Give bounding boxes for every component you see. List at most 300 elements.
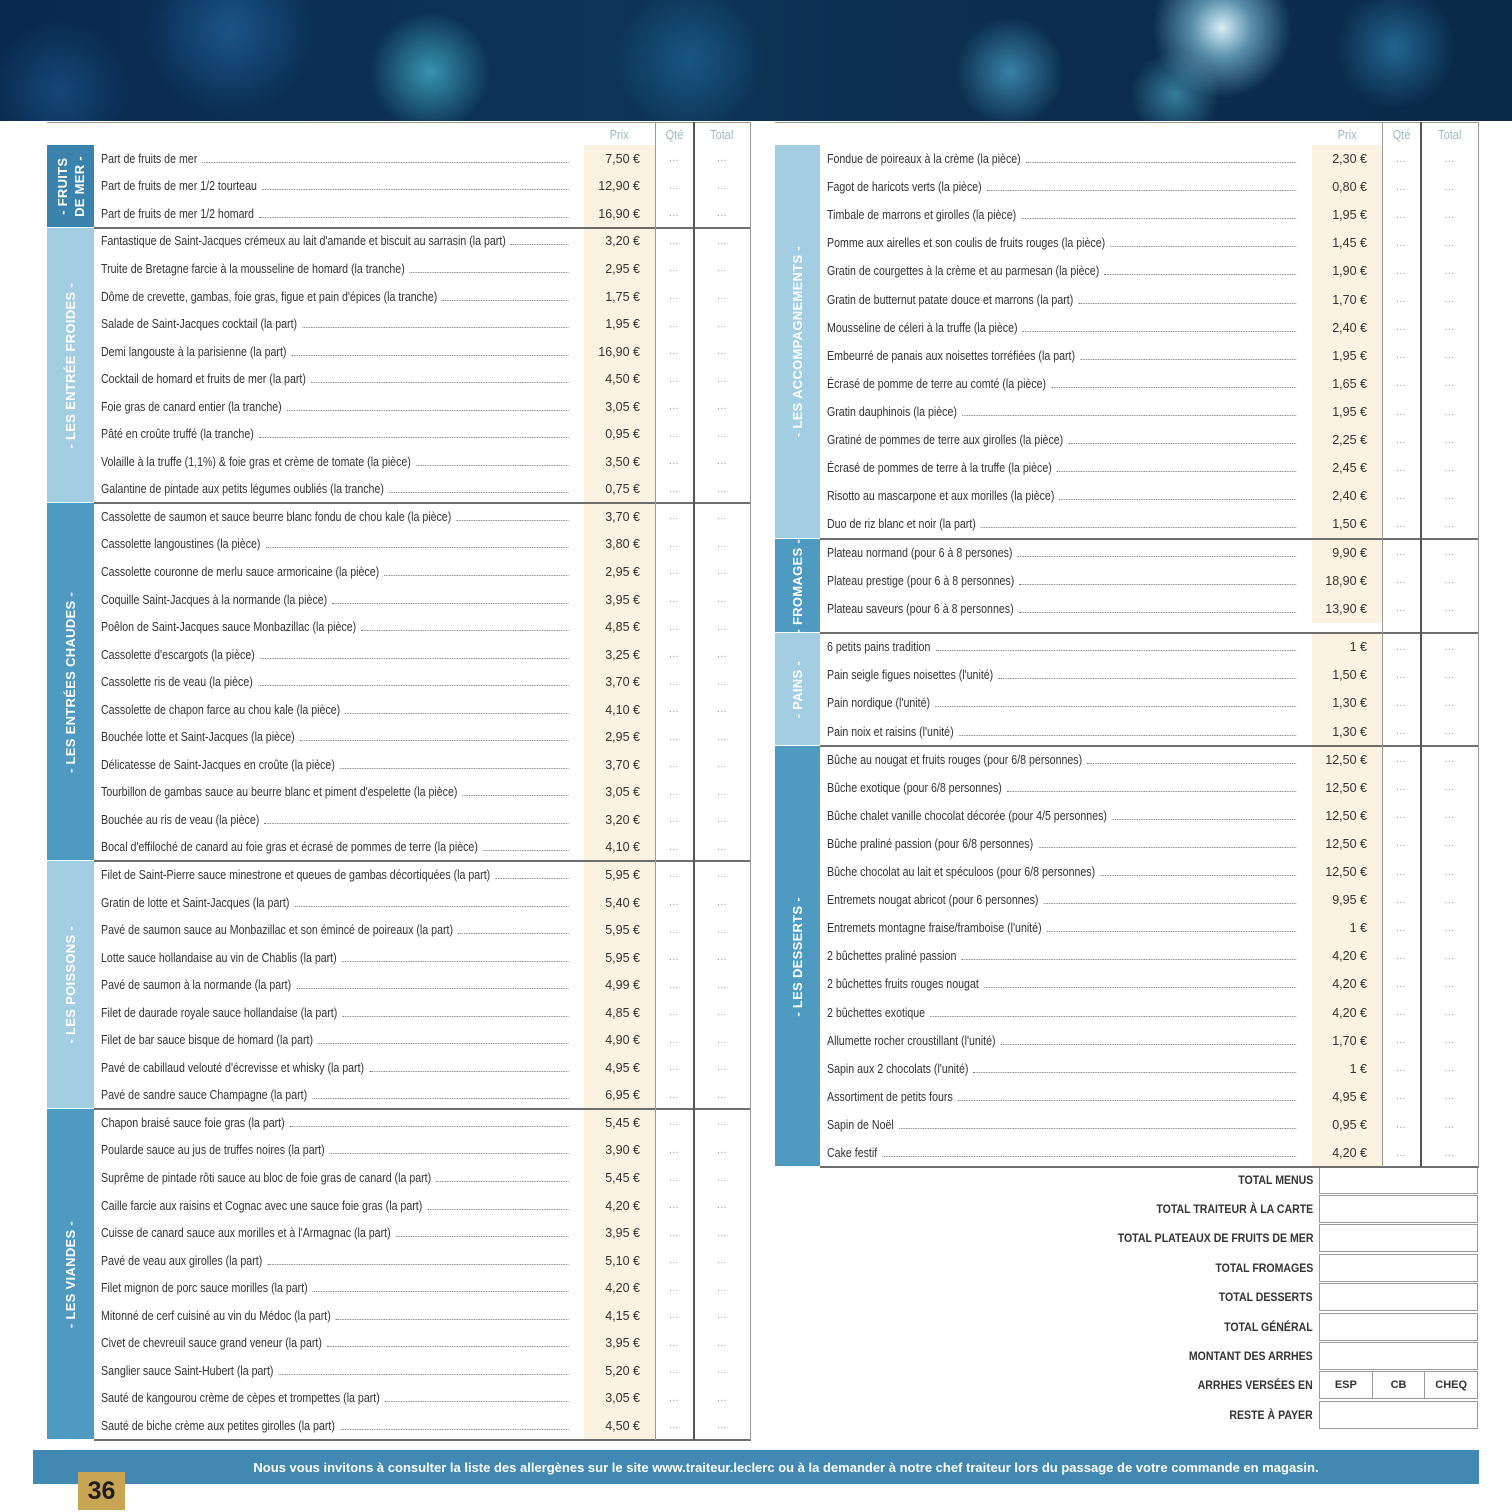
total-amount-box <box>1319 1166 1478 1194</box>
total-cell: ... <box>1444 350 1455 362</box>
item-price: 5,20 € <box>584 1357 655 1385</box>
total-label-cell <box>775 1290 1313 1304</box>
total-cell: ... <box>717 538 727 550</box>
item-cell <box>820 633 1312 661</box>
total-cell: ... <box>1444 603 1455 615</box>
section-rows <box>94 503 751 861</box>
item-cell <box>94 173 584 201</box>
table-row <box>820 286 1479 314</box>
item-name: Bûche exotique (pour 6/8 personnes) <box>827 780 1002 795</box>
item-line <box>101 317 570 331</box>
quantity-cell: ... <box>1396 350 1406 362</box>
item-name: Bocal d'effiloché de canard au foie gras et écrasé de pommes de terre (la pièce) <box>101 840 478 855</box>
item-price: 4,20 € <box>584 1192 655 1220</box>
totals-summary <box>775 1165 1479 1430</box>
quantity-cell: ... <box>669 456 679 468</box>
table-row <box>820 342 1479 370</box>
item-line <box>827 602 1298 616</box>
dot-leader <box>984 987 1296 988</box>
dot-leader <box>1080 359 1296 360</box>
section-label: - FROMAGES - <box>790 538 805 634</box>
quantity-cell: ... <box>1396 181 1406 193</box>
header-qty-label: Qté <box>665 126 683 142</box>
quantity-cell: ... <box>669 814 679 826</box>
item-cell <box>820 970 1312 998</box>
section-rows <box>94 861 751 1109</box>
dot-leader <box>345 713 568 714</box>
dot-leader <box>416 465 568 466</box>
item-line <box>827 574 1298 588</box>
item-price: 1,70 € <box>1312 286 1382 314</box>
item-name: Galantine de pintade aux petits légumes oubliés (la tranche) <box>101 482 384 497</box>
total-cell: ... <box>717 1365 727 1377</box>
item-name: Cassolette de saumon et sauce beurre blanc fondu de chou kale (la pièce) <box>101 509 452 524</box>
item-price: 4,20 € <box>1312 942 1382 970</box>
table-row <box>820 661 1479 689</box>
item-price: 3,05 € <box>584 393 655 421</box>
dot-leader <box>340 1429 568 1430</box>
column-divider <box>1420 122 1422 1167</box>
item-price: 4,20 € <box>584 1274 655 1302</box>
table-row <box>820 1027 1479 1055</box>
item-cell <box>94 641 584 669</box>
item-price: 5,40 € <box>584 889 655 917</box>
item-cell <box>820 567 1312 595</box>
item-cell <box>94 420 584 448</box>
total-cell: ... <box>717 1117 727 1129</box>
dot-leader <box>1112 819 1296 820</box>
header-price-label: Prix <box>609 126 630 142</box>
header-qty <box>1382 127 1420 142</box>
dot-leader <box>463 795 569 796</box>
total-cell: ... <box>717 897 727 909</box>
item-price: 2,40 € <box>1312 314 1382 342</box>
item-name: Bûche praliné passion (pour 6/8 personnes) <box>827 836 1034 851</box>
table-row <box>94 641 751 669</box>
item-price: 4,10 € <box>584 696 655 724</box>
table-row <box>94 503 751 531</box>
item-cell <box>94 751 584 779</box>
item-line <box>827 668 1298 682</box>
total-amount-box <box>1319 1224 1478 1252</box>
item-name: Foie gras de canard entier (la tranche) <box>101 399 282 414</box>
item-price: 3,05 € <box>584 779 655 807</box>
total-cell: ... <box>717 208 727 220</box>
item-price: 4,99 € <box>584 971 655 999</box>
section-label: - PAINS - <box>790 660 805 719</box>
table-row <box>94 1109 751 1137</box>
section-label-band <box>47 145 94 228</box>
item-cell <box>820 802 1312 830</box>
table-row <box>820 229 1479 257</box>
item-name: Entremets montagne fraise/framboise (l'unité) <box>827 921 1042 936</box>
item-name: Cassolette ris de veau (la pièce) <box>101 675 253 690</box>
total-label: MONTANT DES ARRHES <box>1189 1349 1313 1364</box>
item-cell <box>94 916 584 944</box>
item-name: Délicatesse de Saint-Jacques en croûte (la pièce) <box>101 757 335 772</box>
item-cell <box>94 393 584 421</box>
quantity-cell: ... <box>669 1282 679 1294</box>
item-name: Pavé de saumon à la normande (la part) <box>101 978 292 993</box>
item-cell <box>94 1109 584 1137</box>
item-line <box>827 236 1298 250</box>
item-cell <box>94 999 584 1027</box>
total-cell: ... <box>717 621 727 633</box>
table-row <box>820 914 1479 942</box>
total-cell: ... <box>717 759 727 771</box>
total-cell: ... <box>717 786 727 798</box>
total-label-cell <box>775 1408 1313 1422</box>
item-name: Pavé de saumon sauce au Monbazillac et son émincé de poireaux (la part) <box>101 923 454 938</box>
item-line <box>827 949 1298 963</box>
total-cell: ... <box>717 649 727 661</box>
item-cell <box>94 861 584 889</box>
total-label: TOTAL TRAITEUR À LA CARTE <box>1156 1202 1313 1217</box>
section-rows <box>820 539 1479 634</box>
item-price: 1,95 € <box>1312 342 1382 370</box>
quantity-cell: ... <box>1396 838 1406 850</box>
quantity-cell: ... <box>669 538 679 550</box>
dot-leader <box>1100 875 1296 876</box>
total-row <box>775 1194 1479 1223</box>
quantity-cell: ... <box>669 401 679 413</box>
table-row <box>94 1054 751 1082</box>
item-name: Assortiment de petits fours <box>827 1089 953 1104</box>
table-row <box>820 858 1479 886</box>
header-qty <box>655 127 693 142</box>
item-name: Civet de chevreuil sauce grand veneur (la part) <box>101 1336 322 1351</box>
table-header <box>775 122 1479 145</box>
quantity-cell: ... <box>1396 726 1406 737</box>
total-cell: ... <box>717 1420 727 1432</box>
item-price: 5,45 € <box>584 1164 655 1192</box>
total-amount-box <box>1319 1401 1478 1429</box>
table-row <box>94 751 751 779</box>
item-line <box>101 1116 570 1130</box>
total-label: TOTAL MENUS <box>1237 1172 1313 1187</box>
item-cell <box>820 774 1312 802</box>
table-row <box>820 886 1479 914</box>
table-row <box>94 1027 751 1055</box>
item-line <box>101 785 570 799</box>
table-row <box>94 1192 751 1220</box>
total-cell: ... <box>1444 153 1455 165</box>
item-cell <box>94 558 584 586</box>
section-rows <box>820 633 1479 745</box>
table-row <box>94 1385 751 1413</box>
item-cell <box>94 723 584 751</box>
menu-section <box>47 228 751 503</box>
total-cell: ... <box>1444 1119 1455 1131</box>
total-cell: ... <box>1444 1063 1455 1075</box>
table-row <box>820 539 1479 567</box>
total-cell: ... <box>717 1310 727 1322</box>
section-label-band <box>47 503 94 861</box>
table-row <box>820 398 1479 426</box>
item-name: Gratiné de pommes de terre aux girolles (la pièce) <box>827 433 1064 448</box>
quantity-cell: ... <box>669 1392 679 1404</box>
quantity-cell: ... <box>669 373 679 385</box>
total-cell: ... <box>717 841 727 853</box>
table-row <box>820 595 1479 623</box>
item-name: Timbale de marrons et girolles (la pièce) <box>827 208 1017 223</box>
dot-leader <box>202 162 568 163</box>
total-cell: ... <box>717 291 727 302</box>
item-cell <box>94 971 584 999</box>
total-cell: ... <box>717 1089 727 1101</box>
item-name: Sapin de Noël <box>827 1118 894 1133</box>
quantity-cell: ... <box>669 924 679 936</box>
item-cell <box>820 286 1312 314</box>
item-line <box>827 837 1298 851</box>
quantity-cell: ... <box>669 897 679 909</box>
column-divider <box>1382 122 1383 1167</box>
item-line <box>101 1199 570 1213</box>
item-cell <box>94 806 584 834</box>
dot-leader <box>1059 499 1296 500</box>
item-name: Cassolette de chapon farce au chou kale (la pièce) <box>101 702 341 717</box>
total-cell: ... <box>1444 518 1455 530</box>
item-price: 5,10 € <box>584 1247 655 1275</box>
item-line <box>827 1118 1298 1132</box>
quantity-cell: ... <box>669 649 679 661</box>
dot-leader <box>981 527 1296 528</box>
total-cell: ... <box>717 1255 727 1267</box>
table-row <box>820 1055 1479 1083</box>
item-name: Part de fruits de mer 1/2 homard <box>101 206 254 221</box>
table-row <box>94 255 751 283</box>
item-name: Pavé de veau aux girolles (la part) <box>101 1253 263 1268</box>
item-price: 1 € <box>1312 914 1382 942</box>
item-cell <box>820 661 1312 689</box>
total-amount-box <box>1319 1342 1478 1370</box>
dot-leader <box>342 1016 568 1017</box>
section-label-band <box>47 1109 94 1440</box>
item-name: Filet de bar sauce bisque de homard (la part) <box>101 1033 314 1048</box>
total-label-cell <box>775 1320 1313 1334</box>
dot-leader <box>294 906 568 907</box>
quantity-cell: ... <box>1396 1035 1406 1047</box>
item-line <box>101 537 570 551</box>
table-row <box>94 613 751 641</box>
item-price: 3,05 € <box>584 1385 655 1413</box>
item-price: 4,10 € <box>584 834 655 862</box>
item-cell <box>94 586 584 614</box>
item-price: 1,50 € <box>1312 661 1382 689</box>
item-price: 0,80 € <box>1312 173 1382 201</box>
item-name: Embeurré de panais aux noisettes torréfiées (la part) <box>827 348 1076 363</box>
item-price: 2,30 € <box>1312 145 1382 173</box>
item-price: 5,95 € <box>584 916 655 944</box>
item-price: 12,50 € <box>1312 858 1382 886</box>
table-row <box>94 476 751 504</box>
dot-leader <box>1047 931 1297 932</box>
item-line <box>101 1391 570 1405</box>
item-name: 6 petits pains tradition <box>827 640 931 655</box>
dot-leader <box>287 410 568 411</box>
item-name: Part de fruits de mer <box>101 151 198 166</box>
quantity-cell: ... <box>669 1255 679 1267</box>
quantity-cell: ... <box>669 1172 679 1184</box>
dot-leader <box>410 272 568 273</box>
quantity-cell: ... <box>1396 669 1406 681</box>
item-cell <box>94 668 584 696</box>
quantity-cell: ... <box>1396 322 1406 334</box>
quantity-cell: ... <box>669 1227 679 1239</box>
item-name: Coquille Saint-Jacques à la normande (la pièce) <box>101 592 328 607</box>
item-cell <box>94 1137 584 1165</box>
total-cell: ... <box>717 566 727 578</box>
quantity-cell: ... <box>669 511 679 523</box>
table-row <box>94 393 751 421</box>
section-label: - LES VIANDES - <box>63 1220 78 1328</box>
item-cell <box>94 338 584 366</box>
item-name: Gratin dauphinois (la pièce) <box>827 405 957 420</box>
dot-leader <box>958 1100 1296 1101</box>
header-qty-label: Qté <box>1392 126 1410 142</box>
item-price: 3,70 € <box>584 503 655 531</box>
total-cell: ... <box>1444 1035 1455 1047</box>
item-price: 13,90 € <box>1312 595 1382 623</box>
item-cell <box>94 283 584 311</box>
total-cell: ... <box>1444 547 1455 559</box>
total-cell: ... <box>717 814 727 826</box>
item-line <box>101 1364 570 1378</box>
table-row <box>94 558 751 586</box>
total-cell: ... <box>717 1282 727 1294</box>
item-cell <box>820 398 1312 426</box>
item-name: Bouchée au ris de veau (la pièce) <box>101 812 260 827</box>
total-cell: ... <box>1444 1007 1455 1019</box>
dot-leader <box>262 189 568 190</box>
item-price: 1,65 € <box>1312 370 1382 398</box>
item-price: 7,50 € <box>584 145 655 173</box>
quantity-cell: ... <box>1396 866 1406 878</box>
dot-leader <box>267 1264 568 1265</box>
total-row <box>775 1224 1479 1253</box>
quantity-cell: ... <box>669 346 679 358</box>
total-cell: ... <box>1444 669 1455 681</box>
section-label-band <box>47 228 94 503</box>
section-label-band <box>775 746 820 1168</box>
item-name: Part de fruits de mer 1/2 tourteau <box>101 179 257 194</box>
quantity-cell: ... <box>669 731 679 743</box>
table-row <box>820 942 1479 970</box>
dot-leader <box>1038 847 1296 848</box>
dot-leader <box>336 1319 568 1320</box>
total-row <box>775 1371 1479 1400</box>
item-line <box>827 152 1298 166</box>
total-cell: ... <box>717 180 727 192</box>
item-name: Chapon braisé sauce foie gras (la part) <box>101 1115 285 1130</box>
quantity-cell: ... <box>669 180 679 192</box>
table-row <box>820 774 1479 802</box>
item-line <box>101 868 570 882</box>
quantity-cell: ... <box>1396 978 1406 990</box>
dot-leader <box>259 217 568 218</box>
table-row <box>820 999 1479 1027</box>
total-cell: ... <box>1444 434 1455 446</box>
table-row <box>94 1302 751 1330</box>
section-label-band <box>775 633 820 745</box>
item-cell <box>94 228 584 256</box>
total-amount-box <box>1319 1195 1478 1223</box>
table-row <box>94 420 751 448</box>
table-row <box>94 586 751 614</box>
item-price: 1,45 € <box>1312 229 1382 257</box>
table-row <box>94 723 751 751</box>
header-price <box>584 127 655 142</box>
table-row <box>820 1139 1479 1167</box>
total-amount-box <box>1319 1283 1478 1311</box>
item-line <box>827 1146 1298 1160</box>
item-line <box>101 1226 570 1240</box>
item-name: Pain noix et raisins (l'unité) <box>827 724 954 739</box>
item-price: 16,90 € <box>584 338 655 366</box>
table-row <box>94 283 751 311</box>
table-row <box>820 370 1479 398</box>
quantity-cell: ... <box>669 841 679 853</box>
total-cell: ... <box>1444 950 1455 962</box>
item-cell <box>94 255 584 283</box>
total-cell: ... <box>717 979 727 991</box>
total-cell: ... <box>717 263 727 275</box>
quantity-cell: ... <box>1396 265 1406 277</box>
total-label: TOTAL FROMAGES <box>1215 1260 1313 1275</box>
total-cell: ... <box>717 704 727 716</box>
item-price: 1 € <box>1312 1055 1382 1083</box>
total-label-cell <box>775 1349 1313 1363</box>
quantity-cell: ... <box>669 1034 679 1046</box>
total-row <box>775 1312 1479 1341</box>
total-cell: ... <box>717 1337 727 1349</box>
total-cell: ... <box>717 1007 727 1019</box>
item-name: Poêlon de Saint-Jacques sauce Monbazillac (la pièce) <box>101 620 357 635</box>
table-row <box>820 314 1479 342</box>
table-row <box>94 779 751 807</box>
table-row <box>94 1330 751 1358</box>
section-label-band <box>775 145 820 539</box>
item-price: 3,95 € <box>584 1219 655 1247</box>
item-price: 1,90 € <box>1312 257 1382 285</box>
item-line <box>827 405 1298 419</box>
item-name: Pavé de sandre sauce Champagne (la part) <box>101 1088 308 1103</box>
item-name: Gratin de butternut patate douce et marrons (la part) <box>827 292 1074 307</box>
item-cell <box>94 1330 584 1358</box>
item-cell <box>820 1139 1312 1167</box>
section-rows <box>820 145 1479 539</box>
dot-leader <box>1110 246 1296 247</box>
dot-leader <box>1068 443 1296 444</box>
item-price: 4,20 € <box>1312 1139 1382 1167</box>
item-name: Cuisse de canard sauce aux morilles et à l'Armagnac (la part) <box>101 1226 391 1241</box>
item-price: 6,95 € <box>584 1082 655 1110</box>
table-row <box>820 802 1479 830</box>
item-price: 4,85 € <box>584 613 655 641</box>
dot-leader <box>495 878 568 879</box>
quantity-cell: ... <box>669 208 679 220</box>
dot-leader <box>330 1153 569 1154</box>
item-cell <box>94 889 584 917</box>
item-line <box>827 489 1298 503</box>
quantity-cell: ... <box>669 566 679 578</box>
item-line <box>827 208 1298 222</box>
quantity-cell: ... <box>669 1420 679 1432</box>
item-price: 4,95 € <box>584 1054 655 1082</box>
item-line <box>101 1336 570 1350</box>
table-row <box>94 1412 751 1440</box>
total-cell: ... <box>1444 490 1455 502</box>
